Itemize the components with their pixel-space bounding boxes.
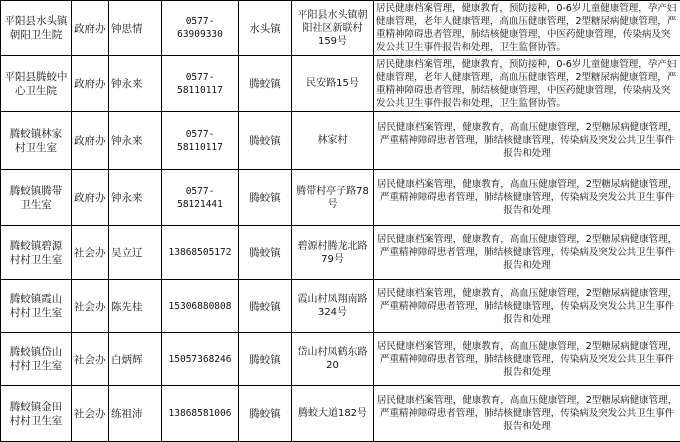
town-cell: 腾蛟镇 [239,333,292,386]
contact-person-cell: 钟永来 [109,56,162,112]
address-cell: 平阳县水头镇朝 阳社区新联村 159号 [292,1,374,56]
services-cell: 居民健康档案管理，健康教育，高血压健康管理，2型糖尿病健康管理，严重精神障碍患者管理，肺结核健康管理，传染病及突发公共卫生事件报告和处理 [374,170,680,226]
town-cell: 腾蛟镇 [239,112,292,170]
address-cell: 碧源村腾龙北路 79号 [292,226,374,280]
contact-person-cell: 钟永来 [109,112,162,170]
facility-name-cell: 腾蛟镇腾带 卫生室 [1,170,72,226]
phone-cell: 0577- 58110117 [162,56,239,112]
ownership-type-cell: 社会办 [72,280,109,333]
facility-name-cell: 腾蛟镇碧源 村村卫生室 [1,226,72,280]
table-row [1,170,680,226]
contact-person-cell: 钟永来 [109,170,162,226]
address-cell: 林家村 [292,112,374,170]
facility-name-cell: 平阳县腾蛟中 心卫生院 [1,56,72,112]
table-row [1,112,680,170]
phone-cell: 13868581006 [162,386,239,442]
facility-name-cell: 腾蛟镇林家 村卫生室 [1,112,72,170]
services-cell: 居民健康档案管理，健康教育，预防接种，0-6岁儿童健康管理，孕产妇健康管理，老年人健康管理，高血压健康管理，2型糖尿病健康管理，严重精神障碍患者管理，肺结核健康管理，中医药健康管理，传染病及突发公共卫生事件报告和处理，卫生监督协管。 [374,1,680,56]
phone-cell: 13868505172 [162,226,239,280]
town-cell: 腾蛟镇 [239,280,292,333]
table-row [1,1,680,56]
ownership-type-cell: 社会办 [72,226,109,280]
phone-cell: 15057368246 [162,333,239,386]
contact-person-cell: 白炳辉 [109,333,162,386]
facility-name-cell: 腾蛟镇金田 村村卫生室 [1,386,72,442]
address-cell: 腾蛟大道182号 [292,386,374,442]
address-cell: 霞山村凤翔南路 324号 [292,280,374,333]
phone-cell: 0577- 63909330 [162,1,239,56]
services-cell: 居民健康档案管理，健康教育，高血压健康管理，2型糖尿病健康管理，严重精神障碍患者管理，肺结核健康管理，传染病及突发公共卫生事件报告和处理 [374,333,680,386]
ownership-type-cell: 政府办 [72,56,109,112]
address-cell: 民安路15号 [292,56,374,112]
town-cell: 腾蛟镇 [239,226,292,280]
table-row [1,333,680,386]
services-cell: 居民健康档案管理，健康教育，高血压健康管理，2型糖尿病健康管理，严重精神障碍患者管理，肺结核健康管理，传染病及突发公共卫生事件报告和处理 [374,280,680,333]
town-cell: 腾蛟镇 [239,56,292,112]
table-row [1,280,680,333]
contact-person-cell: 练祖沛 [109,386,162,442]
ownership-type-cell: 政府办 [72,1,109,56]
facility-name-cell: 平阳县水头镇 朝阳卫生院 [1,1,72,56]
ownership-type-cell: 政府办 [72,112,109,170]
phone-cell: 15306880808 [162,280,239,333]
facility-name-cell: 腾蛟镇霞山 村村卫生室 [1,280,72,333]
phone-cell: 0577- 58121441 [162,170,239,226]
address-cell: 岱山村凤鹤东路 20 [292,333,374,386]
phone-cell: 0577- 58110117 [162,112,239,170]
facility-name-cell: 腾蛟镇岱山 村村卫生室 [1,333,72,386]
town-cell: 腾蛟镇 [239,386,292,442]
contact-person-cell: 吴立辽 [109,226,162,280]
services-cell: 居民健康档案管理，健康教育，高血压健康管理，2型糖尿病健康管理，严重精神障碍患者管理，肺结核健康管理，传染病及突发公共卫生事件报告和处理 [374,386,680,442]
ownership-type-cell: 社会办 [72,333,109,386]
ownership-type-cell: 社会办 [72,386,109,442]
town-cell: 腾蛟镇 [239,170,292,226]
address-cell: 腾带村亭子路78 号 [292,170,374,226]
table-row [1,386,680,442]
services-cell: 居民健康档案管理，健康教育，高血压健康管理，2型糖尿病健康管理，严重精神障碍患者管理，肺结核健康管理，传染病及突发公共卫生事件报告和处理 [374,226,680,280]
table-body [1,1,680,442]
services-cell: 居民健康档案管理，健康教育，预防接种，0-6岁儿童健康管理，孕产妇健康管理，老年人健康管理，高血压健康管理，2型糖尿病健康管理，严重精神障碍患者管理，肺结核健康管理，中医药健康管理，传染病及突发公共卫生事件报告和处理，卫生监督协管。 [374,56,680,112]
table-row [1,56,680,112]
ownership-type-cell: 政府办 [72,170,109,226]
contact-person-cell: 钟思情 [109,1,162,56]
town-cell: 水头镇 [239,1,292,56]
services-cell: 居民健康档案管理，健康教育，高血压健康管理，2型糖尿病健康管理，严重精神障碍患者管理，肺结核健康管理，传染病及突发公共卫生事件报告和处理 [374,112,680,170]
table-row [1,226,680,280]
contact-person-cell: 陈先桂 [109,280,162,333]
